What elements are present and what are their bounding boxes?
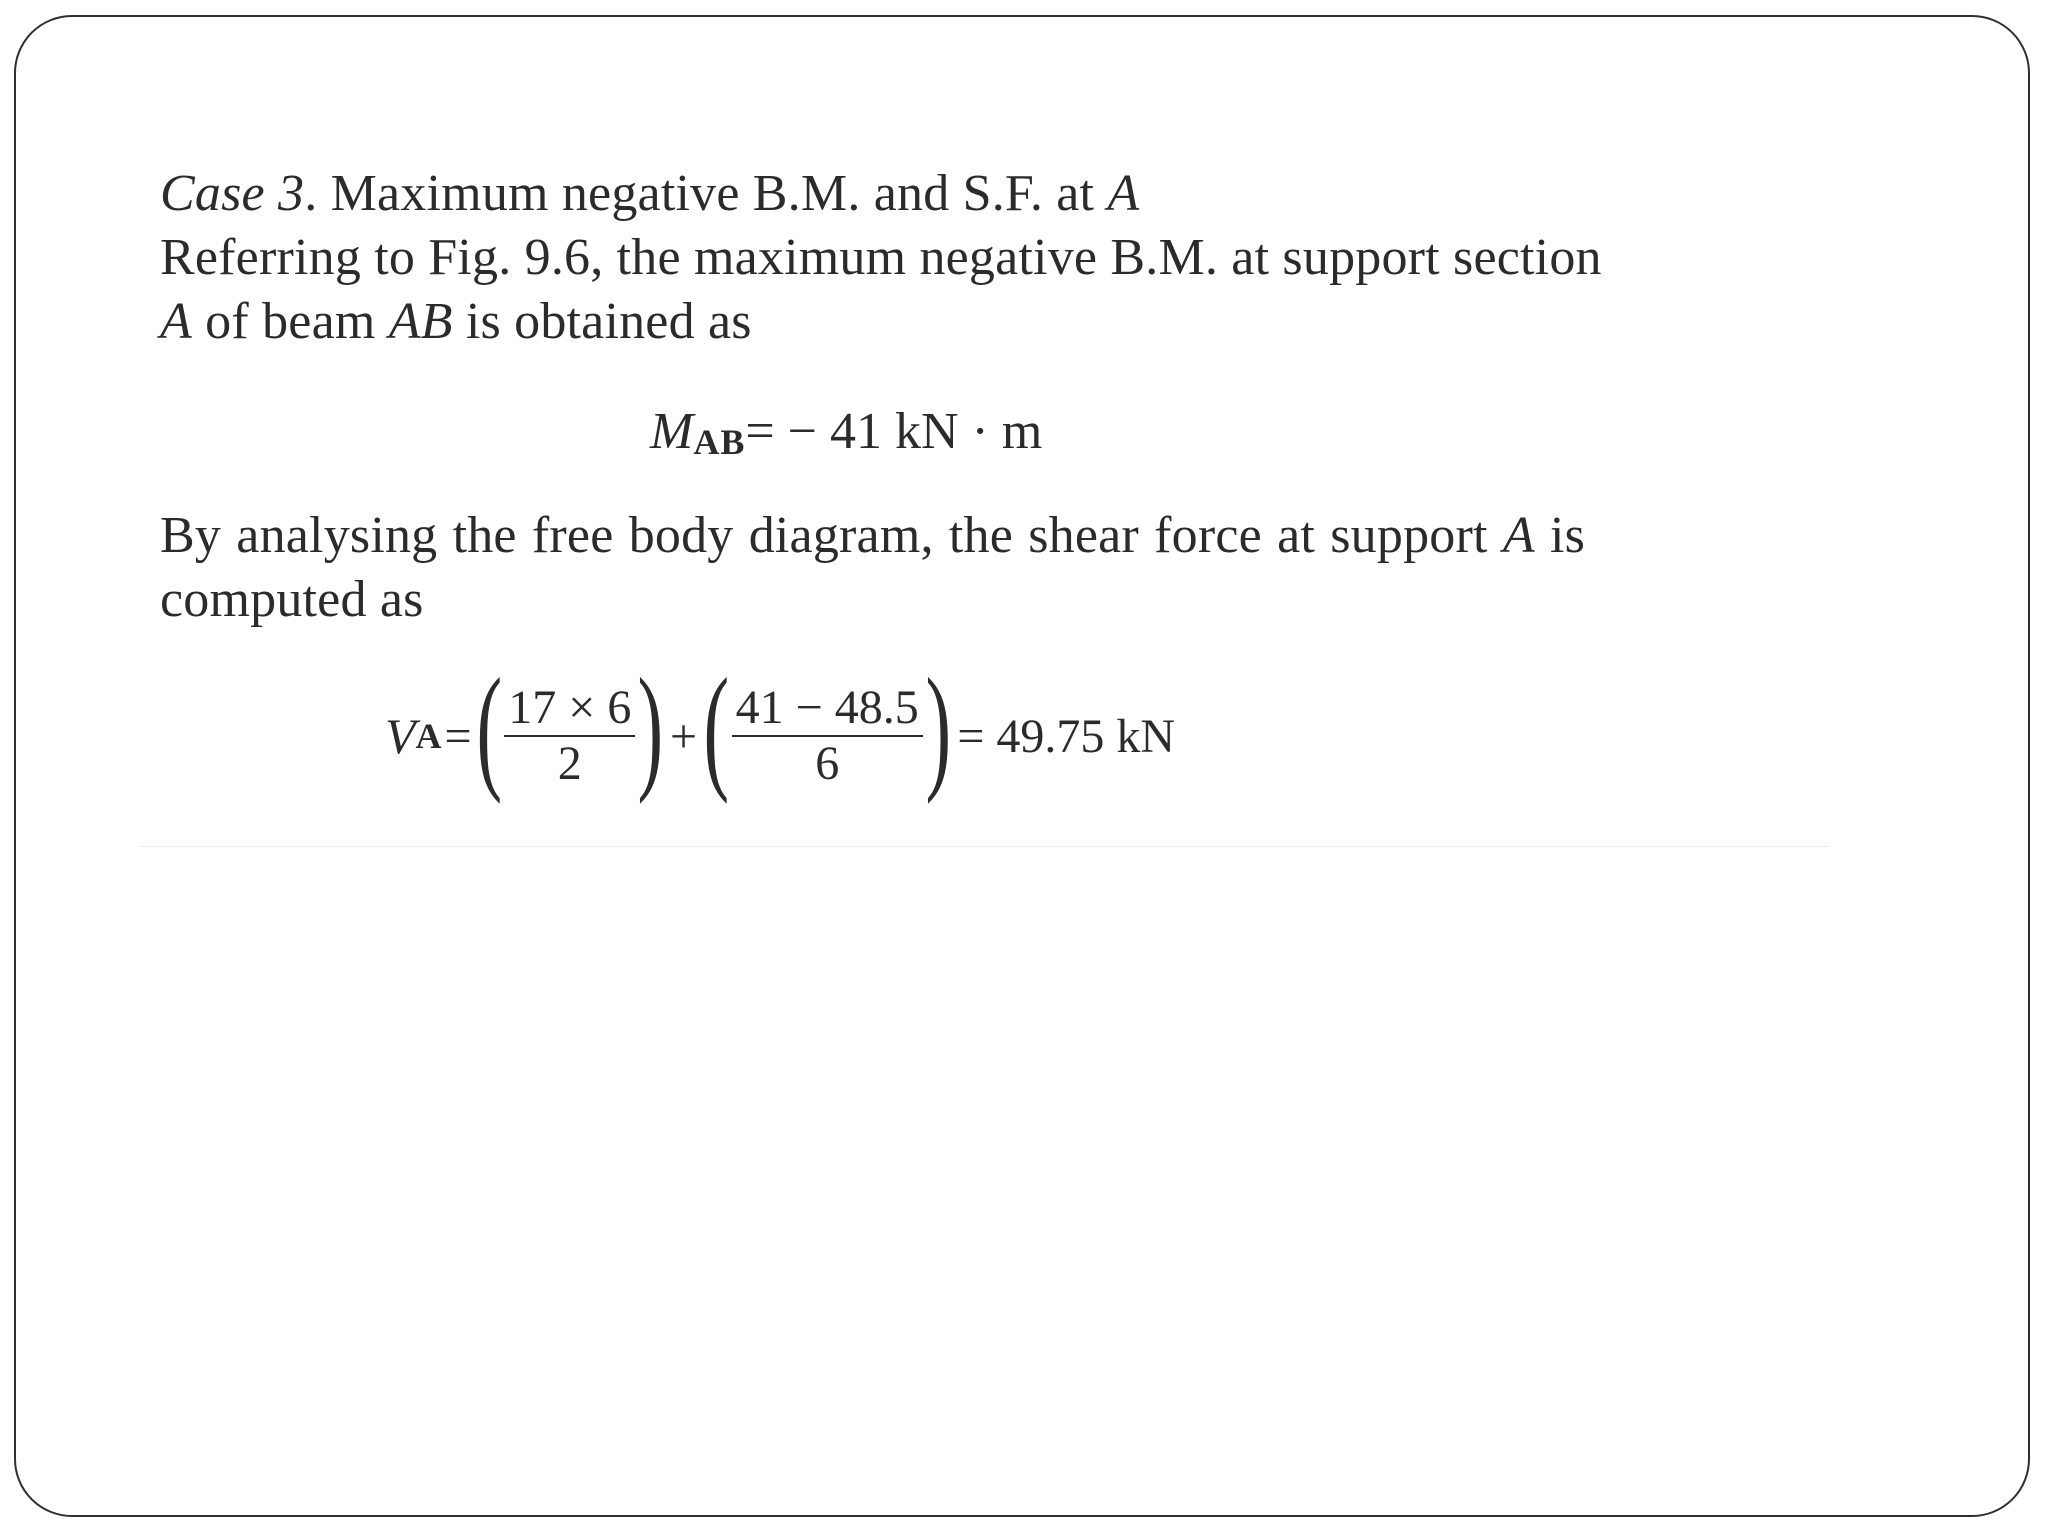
- scan-bottom-edge: [140, 846, 1830, 847]
- moment-equation: [650, 402, 1042, 472]
- shear-equation: [385, 650, 1185, 806]
- paragraph2-variable-a: A: [1502, 507, 1535, 564]
- shear-symbol: V: [385, 708, 416, 764]
- scanned-page-excerpt: [140, 150, 1830, 852]
- paragraph1-line3-end: is obtained as: [452, 293, 752, 350]
- paragraph2-line1-end: is: [1534, 507, 1586, 564]
- shear-result: = 49.75 kN: [957, 709, 1176, 763]
- paragraph2-line1-start: By analysing the free body diagram, the shear force at support: [160, 507, 1503, 564]
- left-paren-1: (: [476, 650, 502, 805]
- right-paren-2: ): [925, 650, 951, 805]
- paragraph1-variable-ab: AB: [388, 293, 453, 350]
- paragraph1-line3-mid: of beam: [191, 293, 389, 350]
- fraction-2-denominator: 6: [732, 735, 923, 791]
- right-paren-1: ): [637, 650, 664, 805]
- fraction-1-numerator: 17 × 6: [508, 681, 632, 734]
- case-heading-variable: A: [1107, 165, 1140, 222]
- case-heading-line: [160, 164, 1139, 224]
- case-heading-text: . Maximum negative B.M. and S.F. at: [304, 165, 1108, 222]
- case-label: Case 3: [160, 165, 305, 222]
- moment-subscript: AB: [693, 422, 746, 462]
- shear-subscript: A: [415, 716, 443, 756]
- paragraph1-line2: Referring to Fig. 9.6, the maximum negative B.M. at support section: [160, 229, 1602, 286]
- moment-symbol: M: [650, 403, 694, 460]
- shear-equals: =: [444, 709, 472, 763]
- paragraph1-line3: [160, 292, 752, 352]
- paragraph1-variable-a: A: [160, 293, 192, 350]
- fraction-2-numerator: 41 − 48.5: [735, 681, 919, 734]
- paragraph2-line2: computed as: [160, 571, 424, 628]
- fraction-1-denominator: 2: [504, 735, 635, 791]
- fraction-1: [504, 681, 635, 791]
- fraction-2: [732, 681, 923, 791]
- paragraph2-line1: [160, 506, 1585, 566]
- plus-sign: +: [669, 709, 698, 763]
- moment-value: = − 41 kN · m: [745, 403, 1043, 460]
- left-paren-2: (: [703, 650, 730, 805]
